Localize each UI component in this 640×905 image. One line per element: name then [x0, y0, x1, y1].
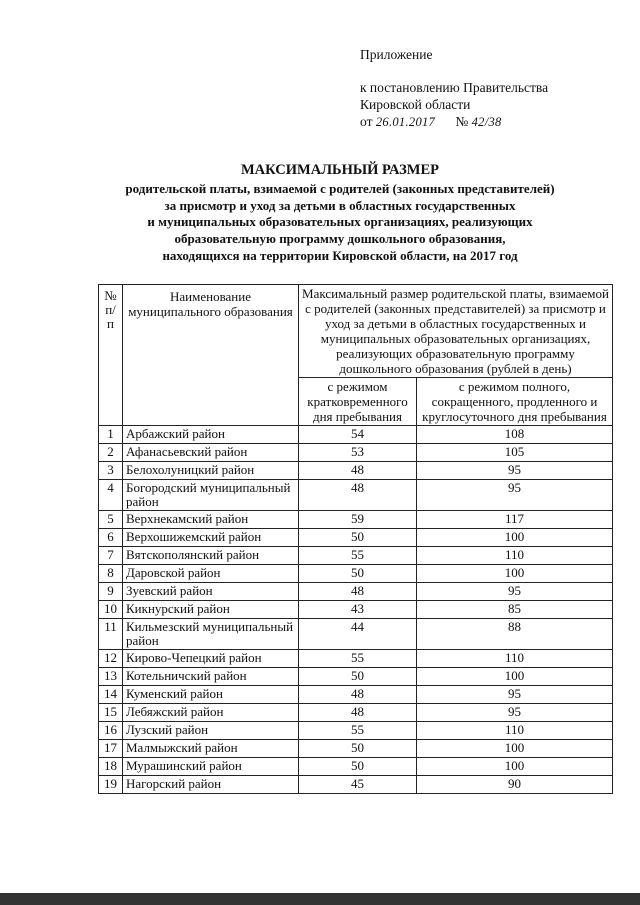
district-name: Вятскополянский район: [123, 547, 299, 565]
header-name: Наименование муниципального образования: [123, 285, 299, 426]
full-stay-fee: 100: [417, 529, 613, 547]
full-stay-fee: 110: [417, 650, 613, 668]
full-stay-fee: 117: [417, 511, 613, 529]
header-max-fee: Максимальный размер родительской платы, взимаемой с родителей (законных представителей) за присмотр и уход за детьми в областных государственных и муниципальных образовательных организациях, реализующих образовательную программу дошкольного образования (рублей в день): [299, 285, 613, 378]
table-row: [99, 511, 613, 529]
table-row: [99, 686, 613, 704]
short-stay-fee: 50: [299, 668, 417, 686]
table-row: [99, 650, 613, 668]
short-stay-fee: 45: [299, 776, 417, 794]
district-name: Зуевский район: [123, 583, 299, 601]
number-prefix: №: [455, 114, 469, 129]
row-number: 19: [99, 776, 123, 794]
decree-number: 42/38: [471, 115, 502, 129]
table-row: [99, 776, 613, 794]
full-stay-fee: 100: [417, 668, 613, 686]
district-name: Кильмезский муниципальный район: [123, 619, 299, 650]
row-number: 7: [99, 547, 123, 565]
district-name: Кикнурский район: [123, 601, 299, 619]
full-stay-fee: 110: [417, 547, 613, 565]
table-row: [99, 462, 613, 480]
fee-table: [98, 284, 613, 794]
title-line-2: за присмотр и уход за детьми в областных государственных: [164, 197, 516, 213]
full-stay-fee: 100: [417, 740, 613, 758]
row-number: 18: [99, 758, 123, 776]
district-name: Нагорский район: [123, 776, 299, 794]
appendix-line-2: Кировской области: [360, 97, 471, 112]
date-prefix: от: [360, 114, 373, 129]
short-stay-fee: 48: [299, 480, 417, 511]
district-name: Малмыжский район: [123, 740, 299, 758]
district-name: Афанасьевский район: [123, 444, 299, 462]
table-row: [99, 583, 613, 601]
table-row: [99, 565, 613, 583]
short-stay-fee: 44: [299, 619, 417, 650]
district-name: Мурашинский район: [123, 758, 299, 776]
appendix-header: [360, 46, 548, 131]
row-number: 6: [99, 529, 123, 547]
row-number: 15: [99, 704, 123, 722]
row-number: 5: [99, 511, 123, 529]
title-line-1: родительской платы, взимаемой с родителей (законных представителей): [125, 180, 555, 196]
row-number: 9: [99, 583, 123, 601]
title-main: МАКСИМАЛЬНЫЙ РАЗМЕР: [240, 162, 439, 178]
full-stay-fee: 95: [417, 686, 613, 704]
row-number: 17: [99, 740, 123, 758]
table-row: [99, 601, 613, 619]
table-row: [99, 426, 613, 444]
header-short-stay: с режимом кратковременного дня пребывания: [299, 378, 417, 426]
table-header-row: [99, 285, 613, 378]
table-row: [99, 758, 613, 776]
district-name: Даровской район: [123, 565, 299, 583]
appendix-date-line: [360, 113, 548, 131]
district-name: Богородский муниципальный район: [123, 480, 299, 511]
short-stay-fee: 50: [299, 565, 417, 583]
district-name: Куменский район: [123, 686, 299, 704]
row-number: 10: [99, 601, 123, 619]
short-stay-fee: 43: [299, 601, 417, 619]
full-stay-fee: 85: [417, 601, 613, 619]
short-stay-fee: 53: [299, 444, 417, 462]
row-number: 13: [99, 668, 123, 686]
short-stay-fee: 55: [299, 722, 417, 740]
full-stay-fee: 95: [417, 462, 613, 480]
document-title: [60, 162, 620, 265]
appendix-label: Приложение: [360, 47, 433, 62]
short-stay-fee: 50: [299, 740, 417, 758]
short-stay-fee: 50: [299, 758, 417, 776]
short-stay-fee: 55: [299, 547, 417, 565]
short-stay-fee: 48: [299, 704, 417, 722]
full-stay-fee: 108: [417, 426, 613, 444]
header-num: № п/п: [99, 285, 123, 426]
table-row: [99, 480, 613, 511]
full-stay-fee: 100: [417, 758, 613, 776]
full-stay-fee: 88: [417, 619, 613, 650]
district-name: Верхошижемский район: [123, 529, 299, 547]
row-number: 8: [99, 565, 123, 583]
row-number: 4: [99, 480, 123, 511]
district-name: Лузский район: [123, 722, 299, 740]
short-stay-fee: 48: [299, 583, 417, 601]
table-row: [99, 740, 613, 758]
row-number: 1: [99, 426, 123, 444]
full-stay-fee: 110: [417, 722, 613, 740]
appendix-line-1: к постановлению Правительства: [360, 80, 549, 95]
title-line-5: находящихся на территории Кировской области, на 2017 год: [162, 247, 518, 263]
header-full-stay: с режимом полного, сокращенного, продленного и круглосуточного дня пребывания: [417, 378, 613, 426]
full-stay-fee: 95: [417, 583, 613, 601]
district-name: Котельничский район: [123, 668, 299, 686]
district-name: Верхнекамский район: [123, 511, 299, 529]
district-name: Кирово-Чепецкий район: [123, 650, 299, 668]
table-row: [99, 722, 613, 740]
decree-date: 26.01.2017: [375, 115, 436, 129]
short-stay-fee: 55: [299, 650, 417, 668]
short-stay-fee: 48: [299, 686, 417, 704]
table-row: [99, 668, 613, 686]
full-stay-fee: 90: [417, 776, 613, 794]
row-number: 14: [99, 686, 123, 704]
district-name: Лебяжский район: [123, 704, 299, 722]
table-row: [99, 529, 613, 547]
table-row: [99, 547, 613, 565]
short-stay-fee: 59: [299, 511, 417, 529]
table-row: [99, 619, 613, 650]
short-stay-fee: 54: [299, 426, 417, 444]
full-stay-fee: 95: [417, 480, 613, 511]
table-row: [99, 444, 613, 462]
full-stay-fee: 95: [417, 704, 613, 722]
row-number: 12: [99, 650, 123, 668]
row-number: 16: [99, 722, 123, 740]
row-number: 3: [99, 462, 123, 480]
full-stay-fee: 105: [417, 444, 613, 462]
full-stay-fee: 100: [417, 565, 613, 583]
short-stay-fee: 48: [299, 462, 417, 480]
row-number: 11: [99, 619, 123, 650]
title-line-4: образовательную программу дошкольного образования,: [174, 231, 506, 247]
district-name: Арбажский район: [123, 426, 299, 444]
scan-edge: [0, 893, 640, 905]
short-stay-fee: 50: [299, 529, 417, 547]
row-number: 2: [99, 444, 123, 462]
table-row: [99, 704, 613, 722]
district-name: Белохолуницкий район: [123, 462, 299, 480]
title-line-3: и муниципальных образовательных организациях, реализующих: [147, 214, 533, 230]
